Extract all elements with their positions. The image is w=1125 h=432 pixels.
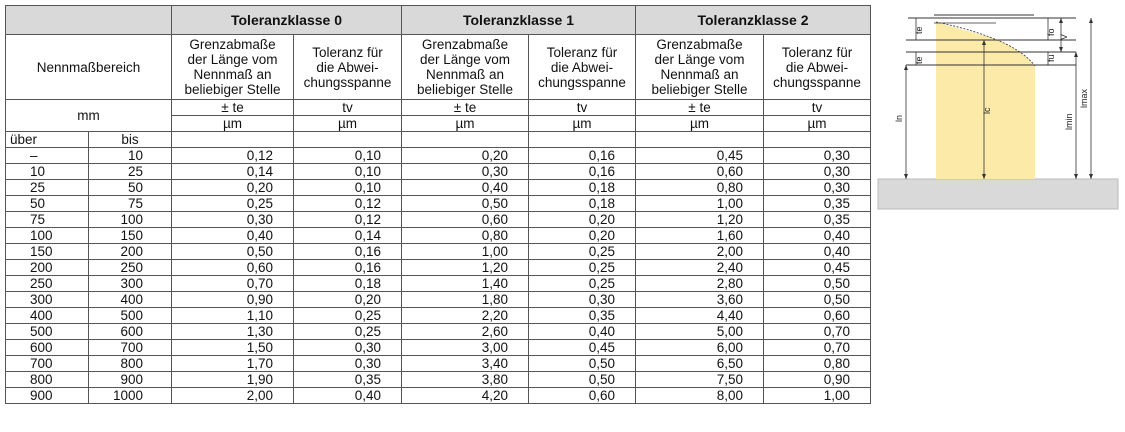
range-from-cell: 10 bbox=[6, 164, 89, 180]
table-row bbox=[6, 148, 871, 164]
range-to-cell: 500 bbox=[89, 308, 172, 324]
label-fo: fo bbox=[1046, 28, 1056, 36]
value-cell: 0,40 bbox=[764, 244, 871, 260]
value-cell: 0,80 bbox=[402, 228, 529, 244]
value-cell: 0,80 bbox=[636, 180, 764, 196]
unit-um: µm bbox=[529, 116, 636, 132]
table-row bbox=[6, 212, 871, 228]
value-cell: 0,40 bbox=[529, 324, 636, 340]
value-cell: 6,00 bbox=[636, 340, 764, 356]
tolerance-header-line: die Abwei- bbox=[316, 59, 379, 75]
value-cell: 0,25 bbox=[172, 196, 294, 212]
label-te-top: te bbox=[914, 26, 924, 34]
limit-header-line: Nennmaß an bbox=[425, 67, 505, 82]
class-header-0: Toleranzklasse 0 bbox=[172, 6, 402, 35]
range-to-cell: 75 bbox=[89, 196, 172, 212]
value-cell: 0,25 bbox=[529, 276, 636, 292]
range-to-cell: 400 bbox=[89, 292, 172, 308]
table-row bbox=[6, 244, 871, 260]
value-cell: 0,40 bbox=[402, 180, 529, 196]
range-to-cell: 900 bbox=[89, 372, 172, 388]
value-cell: 3,80 bbox=[402, 372, 529, 388]
tolerance-header-line: die Abwei- bbox=[550, 59, 614, 75]
value-cell: 0,45 bbox=[636, 148, 764, 164]
value-cell: 6,50 bbox=[636, 356, 764, 372]
symbol-tv: tv bbox=[764, 100, 871, 116]
value-cell: 1,80 bbox=[402, 292, 529, 308]
value-cell: 0,40 bbox=[764, 228, 871, 244]
limit-header-line: der Länge vom bbox=[187, 52, 278, 67]
table-row bbox=[6, 196, 871, 212]
tolerance-diagram bbox=[876, 4, 1120, 210]
value-cell: 0,25 bbox=[529, 244, 636, 260]
tolerance-header-line: chungsspanne bbox=[538, 74, 626, 90]
value-cell: 0,30 bbox=[764, 180, 871, 196]
tolerance-header-line: Toleranz für bbox=[781, 44, 853, 60]
value-cell: 0,10 bbox=[294, 180, 402, 196]
tolerance-header-line: Toleranz für bbox=[546, 44, 618, 60]
tolerance-header-line: Toleranz für bbox=[312, 44, 383, 60]
table-row bbox=[6, 388, 871, 404]
class-header-1: Toleranzklasse 1 bbox=[402, 6, 636, 35]
value-cell: 0,18 bbox=[529, 180, 636, 196]
value-cell: 0,35 bbox=[294, 372, 402, 388]
value-cell: 1,70 bbox=[172, 356, 294, 372]
ground-plate bbox=[878, 179, 1118, 209]
part-body bbox=[936, 18, 1035, 179]
empty-cell bbox=[529, 132, 636, 148]
value-cell: 0,45 bbox=[529, 340, 636, 356]
label-ln: ln bbox=[894, 114, 904, 122]
range-header: Nennmaßbereich bbox=[6, 35, 172, 100]
value-cell: 0,25 bbox=[294, 324, 402, 340]
unit-um: µm bbox=[172, 116, 294, 132]
range-to-cell: 600 bbox=[89, 324, 172, 340]
range-to-cell: 200 bbox=[89, 244, 172, 260]
tolerance-header bbox=[294, 35, 402, 100]
value-cell: 0,90 bbox=[172, 292, 294, 308]
value-cell: 0,80 bbox=[764, 356, 871, 372]
value-cell: 1,00 bbox=[636, 196, 764, 212]
symbol-te: ± te bbox=[636, 100, 764, 116]
table-row bbox=[6, 308, 871, 324]
label-fu: fu bbox=[1046, 54, 1056, 62]
value-cell: 0,12 bbox=[294, 212, 402, 228]
value-cell: 0,20 bbox=[529, 228, 636, 244]
value-cell: 0,10 bbox=[294, 148, 402, 164]
limit-header bbox=[402, 35, 529, 100]
limit-header-line: Grenzabmaße bbox=[656, 37, 743, 52]
range-from-cell: 50 bbox=[6, 196, 89, 212]
limit-header bbox=[636, 35, 764, 100]
value-cell: 1,00 bbox=[402, 244, 529, 260]
value-cell: 2,40 bbox=[636, 260, 764, 276]
value-cell: 0,18 bbox=[529, 196, 636, 212]
value-cell: 1,50 bbox=[172, 340, 294, 356]
value-cell: 0,30 bbox=[294, 356, 402, 372]
limit-header-line: Grenzabmaße bbox=[189, 37, 276, 52]
value-cell: 0,16 bbox=[294, 244, 402, 260]
unit-um: µm bbox=[402, 116, 529, 132]
value-cell: 0,30 bbox=[529, 292, 636, 308]
value-cell: 1,20 bbox=[636, 212, 764, 228]
range-to-cell: 250 bbox=[89, 260, 172, 276]
value-cell: 1,90 bbox=[172, 372, 294, 388]
tolerance-header bbox=[764, 35, 871, 100]
range-to-cell: 10 bbox=[89, 148, 172, 164]
value-cell: 4,40 bbox=[636, 308, 764, 324]
value-cell: 0,16 bbox=[529, 164, 636, 180]
symbol-te: ± te bbox=[172, 100, 294, 116]
value-cell: 0,70 bbox=[764, 324, 871, 340]
limit-header-line: der Länge vom bbox=[419, 52, 511, 67]
value-cell: 0,30 bbox=[402, 164, 529, 180]
value-cell: 0,50 bbox=[764, 292, 871, 308]
value-cell: 0,16 bbox=[529, 148, 636, 164]
value-cell: 1,10 bbox=[172, 308, 294, 324]
value-cell: 1,20 bbox=[402, 260, 529, 276]
range-from-cell: 150 bbox=[6, 244, 89, 260]
range-from-cell: 900 bbox=[6, 388, 89, 404]
value-cell: 0,30 bbox=[172, 212, 294, 228]
value-cell: 0,60 bbox=[636, 164, 764, 180]
value-cell: 0,14 bbox=[294, 228, 402, 244]
value-cell: 1,30 bbox=[172, 324, 294, 340]
range-to-cell: 25 bbox=[89, 164, 172, 180]
limit-header-line: beliebiger Stelle bbox=[416, 82, 514, 97]
value-cell: 0,50 bbox=[402, 196, 529, 212]
label-over: über bbox=[6, 132, 89, 148]
tolerance-header-line: die Abwei- bbox=[785, 59, 849, 75]
empty-cell bbox=[172, 132, 294, 148]
unit-um: µm bbox=[294, 116, 402, 132]
value-cell: 3,60 bbox=[636, 292, 764, 308]
value-cell: 0,60 bbox=[764, 308, 871, 324]
range-from-cell: 600 bbox=[6, 340, 89, 356]
range-to-cell: 300 bbox=[89, 276, 172, 292]
value-cell: 0,45 bbox=[764, 260, 871, 276]
range-to-cell: 700 bbox=[89, 340, 172, 356]
value-cell: 0,20 bbox=[294, 292, 402, 308]
value-cell: 0,70 bbox=[764, 340, 871, 356]
value-cell: 0,60 bbox=[402, 212, 529, 228]
unit-um: µm bbox=[636, 116, 764, 132]
tolerance-header-line: chungsspanne bbox=[773, 74, 861, 90]
value-cell: 0,14 bbox=[172, 164, 294, 180]
value-cell: 2,80 bbox=[636, 276, 764, 292]
label-lc: lc bbox=[982, 107, 992, 114]
range-from-cell: 200 bbox=[6, 260, 89, 276]
value-cell: 3,40 bbox=[402, 356, 529, 372]
value-cell: 0,40 bbox=[294, 388, 402, 404]
symbol-tv: tv bbox=[294, 100, 402, 116]
label-te-mid: te bbox=[914, 56, 924, 64]
value-cell: 0,10 bbox=[294, 164, 402, 180]
range-from-cell: 800 bbox=[6, 372, 89, 388]
value-cell: 0,50 bbox=[764, 276, 871, 292]
limit-header-line: der Länge vom bbox=[654, 52, 745, 67]
corner-cell bbox=[6, 6, 172, 35]
value-cell: 2,00 bbox=[636, 244, 764, 260]
table-row bbox=[6, 324, 871, 340]
value-cell: 3,00 bbox=[402, 340, 529, 356]
empty-cell bbox=[294, 132, 402, 148]
value-cell: 0,50 bbox=[529, 372, 636, 388]
unit-mm: mm bbox=[6, 100, 172, 132]
value-cell: 7,50 bbox=[636, 372, 764, 388]
value-cell: 4,20 bbox=[402, 388, 529, 404]
value-cell: 0,50 bbox=[172, 244, 294, 260]
range-to-cell: 150 bbox=[89, 228, 172, 244]
value-cell: 8,00 bbox=[636, 388, 764, 404]
class-header-2: Toleranzklasse 2 bbox=[636, 6, 871, 35]
range-to-cell: 50 bbox=[89, 180, 172, 196]
table-row bbox=[6, 292, 871, 308]
range-from-cell: 250 bbox=[6, 276, 89, 292]
value-cell: 0,40 bbox=[172, 228, 294, 244]
value-cell: 0,30 bbox=[764, 164, 871, 180]
table-row bbox=[6, 276, 871, 292]
empty-cell bbox=[636, 132, 764, 148]
value-cell: 0,35 bbox=[529, 308, 636, 324]
symbol-te: ± te bbox=[402, 100, 529, 116]
label-lmax: lmax bbox=[1079, 88, 1089, 108]
value-cell: 0,60 bbox=[172, 260, 294, 276]
value-cell: 0,35 bbox=[764, 196, 871, 212]
value-cell: 0,16 bbox=[294, 260, 402, 276]
range-to-cell: 800 bbox=[89, 356, 172, 372]
range-to-cell: 1000 bbox=[89, 388, 172, 404]
value-cell: 2,20 bbox=[402, 308, 529, 324]
value-cell: 0,20 bbox=[172, 180, 294, 196]
table-row bbox=[6, 228, 871, 244]
limit-header-line: Nennmaß an bbox=[193, 67, 272, 82]
range-from-cell: 400 bbox=[6, 308, 89, 324]
label-lmin: lmin bbox=[1064, 113, 1074, 130]
table-row bbox=[6, 356, 871, 372]
value-cell: 0,90 bbox=[764, 372, 871, 388]
value-cell: 0,60 bbox=[529, 388, 636, 404]
value-cell: 0,20 bbox=[402, 148, 529, 164]
value-cell: 0,12 bbox=[294, 196, 402, 212]
range-from-cell: 75 bbox=[6, 212, 89, 228]
limit-header-line: beliebiger Stelle bbox=[184, 82, 281, 97]
value-cell: 0,20 bbox=[529, 212, 636, 228]
range-to-cell: 100 bbox=[89, 212, 172, 228]
limit-header-line: Nennmaß an bbox=[660, 67, 739, 82]
empty-cell bbox=[764, 132, 871, 148]
range-from-cell: 25 bbox=[6, 180, 89, 196]
range-from-cell: 700 bbox=[6, 356, 89, 372]
unit-um: µm bbox=[764, 116, 871, 132]
value-cell: 2,60 bbox=[402, 324, 529, 340]
limit-header-line: beliebiger Stelle bbox=[651, 82, 748, 97]
value-cell: 0,18 bbox=[294, 276, 402, 292]
tolerance-header bbox=[529, 35, 636, 100]
range-from-cell: 300 bbox=[6, 292, 89, 308]
value-cell: 1,60 bbox=[636, 228, 764, 244]
value-cell: 1,40 bbox=[402, 276, 529, 292]
value-cell: 0,12 bbox=[172, 148, 294, 164]
limit-header bbox=[172, 35, 294, 100]
table-row bbox=[6, 340, 871, 356]
table-row bbox=[6, 180, 871, 196]
tolerance-table bbox=[5, 5, 871, 404]
symbol-tv: tv bbox=[529, 100, 636, 116]
label-v: V bbox=[1059, 33, 1069, 40]
value-cell: 0,35 bbox=[764, 212, 871, 228]
value-cell: 0,30 bbox=[294, 340, 402, 356]
value-cell: 2,00 bbox=[172, 388, 294, 404]
range-from-cell: 500 bbox=[6, 324, 89, 340]
value-cell: 5,00 bbox=[636, 324, 764, 340]
value-cell: 1,00 bbox=[764, 388, 871, 404]
value-cell: 0,25 bbox=[529, 260, 636, 276]
limit-header-line: Grenzabmaße bbox=[421, 37, 509, 52]
range-from-cell: 100 bbox=[6, 228, 89, 244]
value-cell: 0,25 bbox=[294, 308, 402, 324]
table-row bbox=[6, 260, 871, 276]
range-from-cell: – bbox=[6, 148, 89, 164]
tolerance-header-line: chungsspanne bbox=[303, 74, 392, 90]
value-cell: 0,30 bbox=[764, 148, 871, 164]
table-row bbox=[6, 164, 871, 180]
value-cell: 0,70 bbox=[172, 276, 294, 292]
table-row bbox=[6, 372, 871, 388]
label-to: bis bbox=[89, 132, 172, 148]
empty-cell bbox=[402, 132, 529, 148]
value-cell: 0,50 bbox=[529, 356, 636, 372]
